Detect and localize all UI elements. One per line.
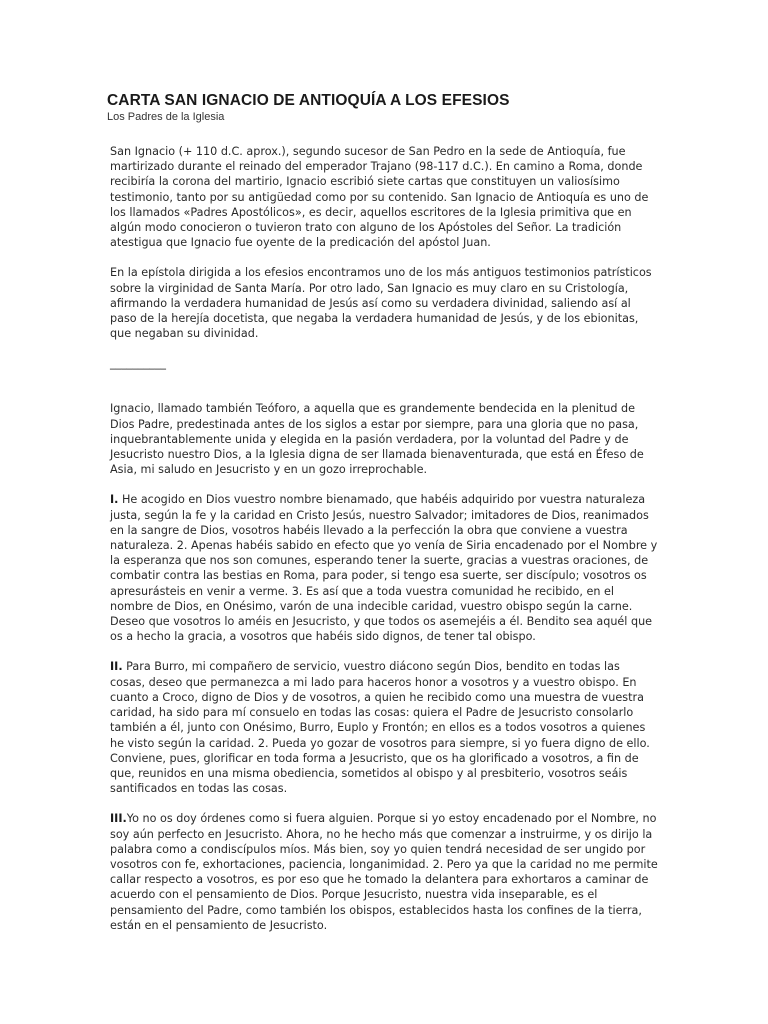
chapter-numeral: II. (110, 660, 123, 674)
chapter-paragraph (110, 492, 658, 644)
document-title: CARTA SAN IGNACIO DE ANTIOQUÍA A LOS EFESIOS (107, 92, 510, 109)
chapter-numeral: I. (110, 493, 119, 507)
chapter-text: He acogido en Dios vuestro nombre bienamado, que habéis adquirido por vuestra naturaleza justa, según la fe y la caridad en Cristo Jesús, nuestro Salvador; imitadores de Dios, reanimados en la sangre de Dios, vosotros habéis llevado a la perfección la obra que conviene a vuestra naturaleza. 2. Apenas habéis sabido en efecto que yo venía de Siria encadenado por el Nombre y la esperanza que nos son comunes, esperando tener la suerte, gracias a vuestras oraciones, de combatir contra las bestias en Roma, para poder, si tengo esa suerte, ser discípulo; vosotros os apresurásteis en venir a verme. 3. Es así que a toda vuestra comunidad he recibido, en el nombre de Dios, en Onésimo, varón de una indecible caridad, vuestro obispo según la carne. Deseo que vosotros lo améis en Jesucristo, y que todos os asemejéis a él. Bendito sea aquél que os a hecho la gracia, a vosotros que habéis sido dignos, de tener tal obispo. (110, 493, 658, 644)
separator-line: __________ (110, 357, 166, 371)
chapter-paragraph (110, 811, 658, 933)
greeting-paragraph: Ignacio, llamado también Teóforo, a aquella que es grandemente bendecida en la plenitud de Dios Padre, predestinada antes de los siglos a estar por siempre, para una gloria que no pasa, inquebrantablemente unida y elegida en la pasión verdadera, por la voluntad del Padre y de Jesucristo nuestro Dios, a la Iglesia digna de ser llamada bienaventurada, que está en Éfeso de Asia, mi saludo en Jesucristo y en un gozo irreprochable. (110, 402, 644, 477)
chapter-paragraph (110, 659, 658, 796)
document-subtitle: Los Padres de la Iglesia (107, 111, 225, 123)
intro-paragraph: En la epístola dirigida a los efesios encontramos uno de los más antiguos testimonios patrísticos sobre la virginidad de Santa María. Por otro lado, San Ignacio es muy claro en su Cristología, afirmando la verdadera humanidad de Jesús así como su verdadera divinidad, saliendo así al paso de la herejía docetista, que negaba la verdadera humanidad de Jesús, y de los ebionitas, que negaban su divinidad. (110, 266, 652, 341)
document-body (110, 144, 658, 948)
intro-paragraph: San Ignacio (+ 110 d.C. aprox.), segundo sucesor de San Pedro en la sede de Antioquía, fue martirizado durante el reinado del emperador Trajano (98-117 d.C.). En camino a Roma, donde recibiría la corona del martirio, Ignacio escribió siete cartas que constituyen un valiosísimo testimonio, tanto por su antigüedad como por su contenido. San Ignacio de Antioquía es uno de los llamados «Padres Apostólicos», es decir, aquellos escritores de la Iglesia primitiva que en algún modo conocieron o tuvieron trato con alguno de los Apóstoles del Señor. La tradición atestigua que Ignacio fue oyente de la predicación del apóstol Juan. (110, 145, 649, 250)
chapter-text: Para Burro, mi compañero de servicio, vuestro diácono según Dios, bendito en todas las cosas, deseo que permanezca a mi lado para haceros honor a vosotros y a vuestro obispo. En cuanto a Croco, digno de Dios y de vosotros, a quien he recibido como una muestra de vuestra caridad, ha sido para mí consuelo en todas las cosas: quiera el Padre de Jesucristo consolarlo también a él, junto con Onésimo, Burro, Euplo y Frontón; en ellos es a todos vosotros a quienes he visto según la caridad. 2. Pueda yo gozar de vosotros para siempre, si yo fuera digno de ello. Conviene, pues, glorificar en toda forma a Jesucristo, que os ha glorificado a vosotros, a fin de que, reunidos en una misma obediencia, sometidos al obispo y al presbiterio, vosotros seáis santificados en todas las cosas. (110, 660, 650, 796)
chapter-text: Yo no os doy órdenes como si fuera alguien. Porque si yo estoy encadenado por el Nombre, no soy aún perfecto en Jesucristo. Ahora, no he hecho más que comenzar a instruirme, y os dirijo la palabra como a condiscípulos míos. Más bien, soy yo quien tendrá necesidad de ser ungido por vosotros con fe, exhortaciones, paciencia, longanimidad. 2. Pero ya que la caridad no me permite callar respecto a vosotros, es por eso que he tomado la delantera para exhortaros a caminar de acuerdo con el pensamiento de Dios. Porque Jesucristo, nuestra vida inseparable, es el pensamiento del Padre, como también los obispos, establecidos hasta los confines de la tierra, están en el pensamiento de Jesucristo. (110, 812, 658, 932)
chapter-numeral: III. (110, 812, 127, 826)
